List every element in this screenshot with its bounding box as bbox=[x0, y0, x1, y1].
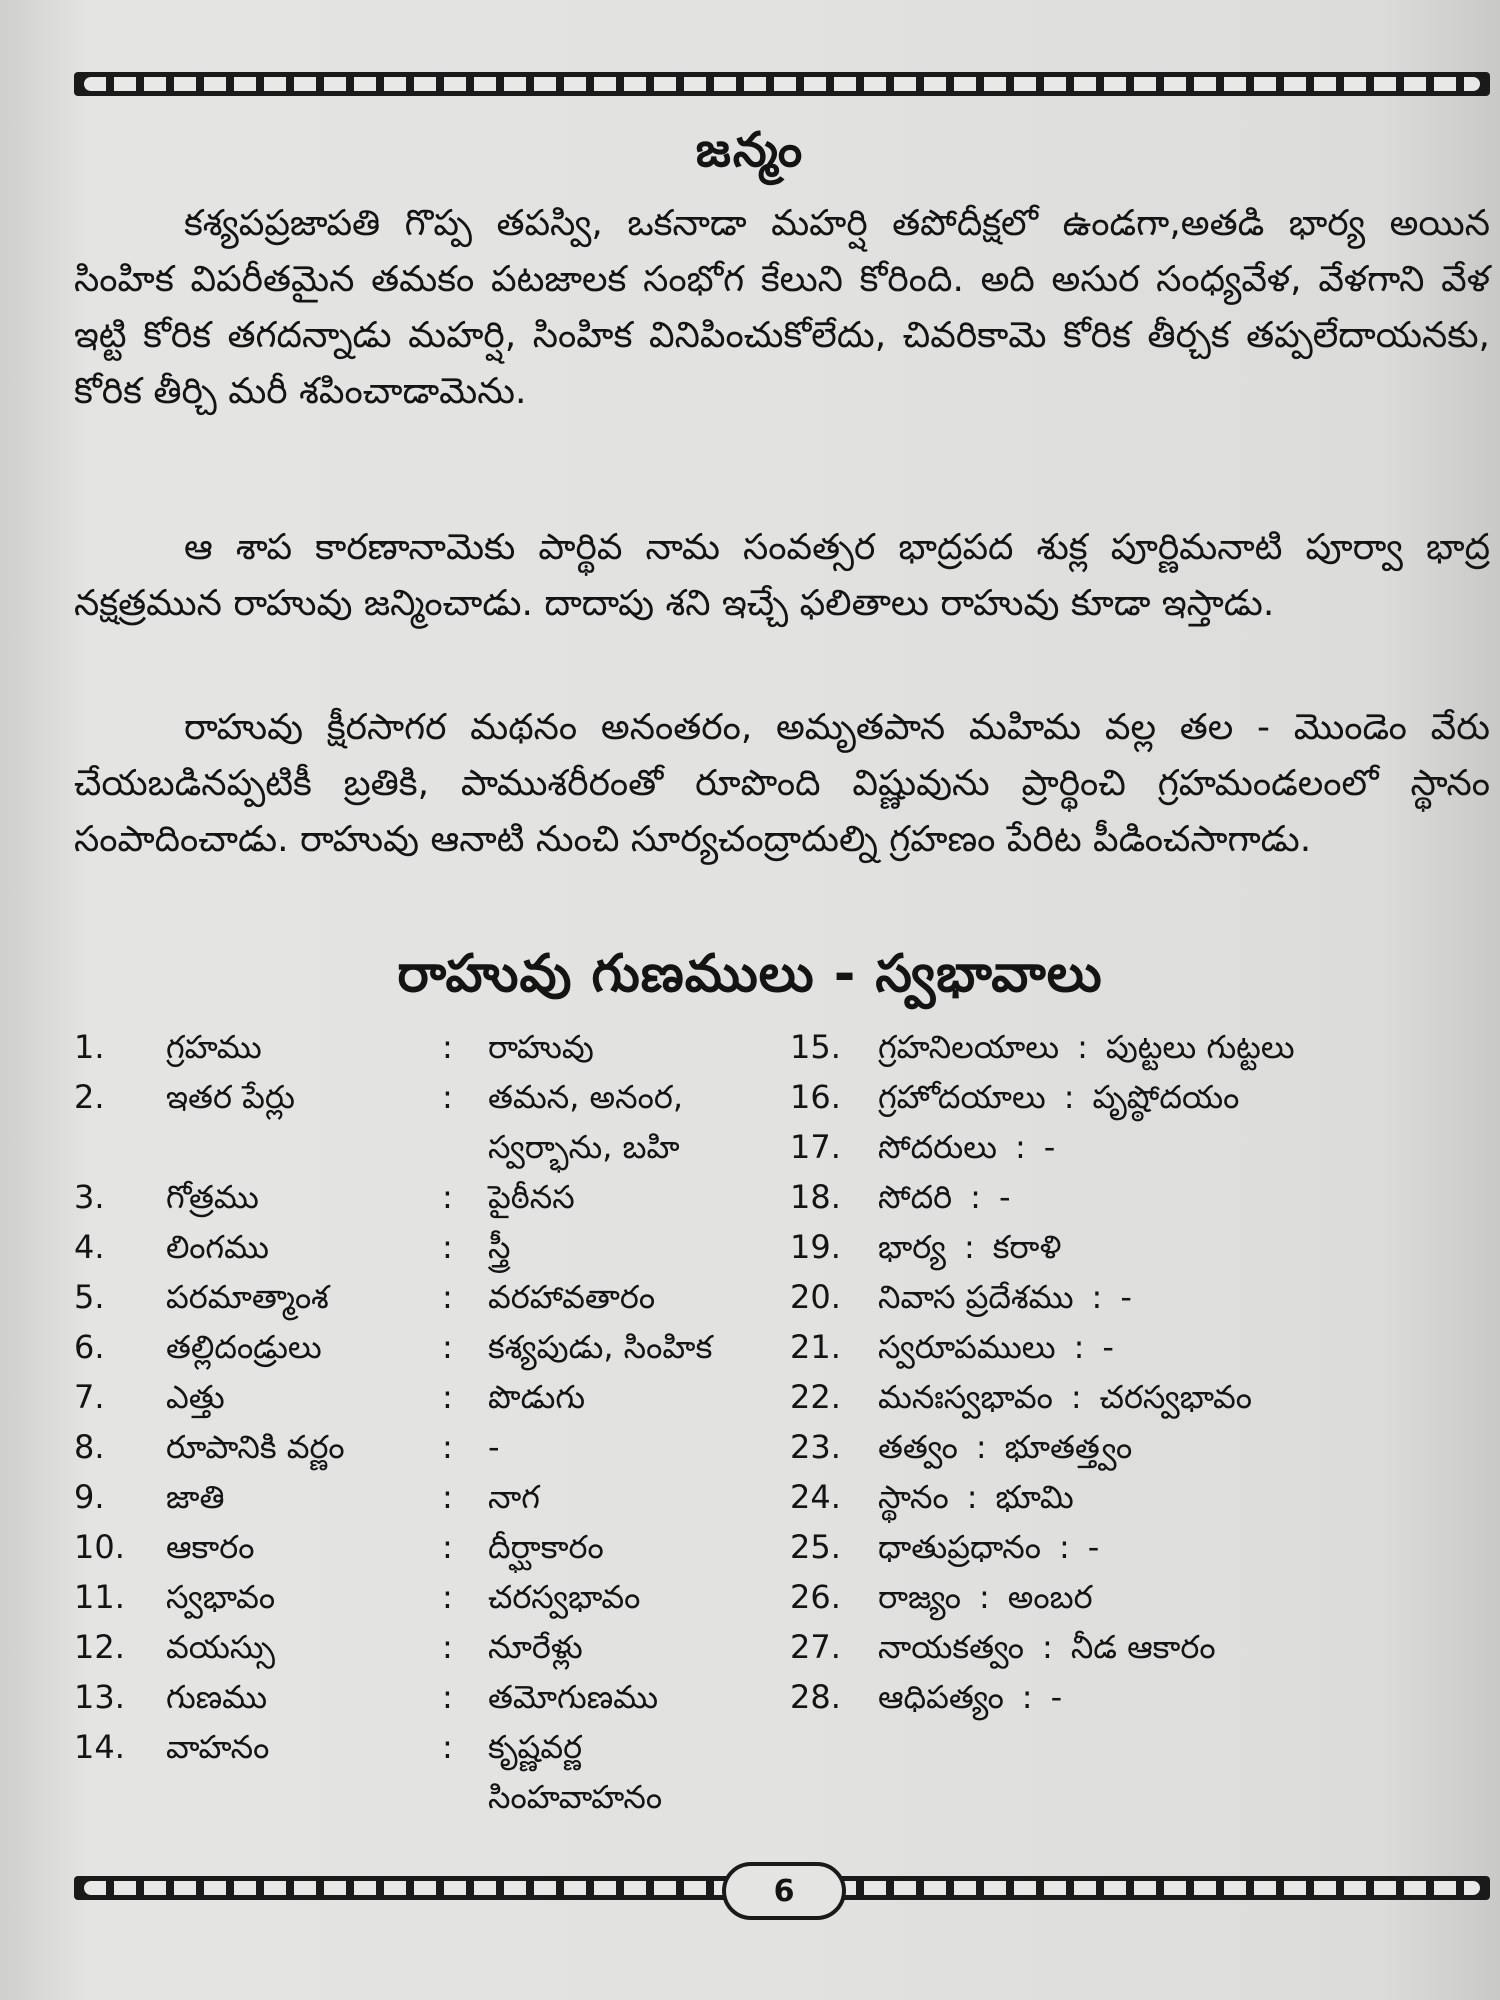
item-value: తమన, అనంర, స్వర్భాను, బహి bbox=[488, 1078, 683, 1166]
item-separator: : bbox=[1042, 1628, 1053, 1666]
item-label: వాహనం bbox=[166, 1728, 270, 1766]
item-label: ఆకారం bbox=[166, 1528, 255, 1566]
item-number: 10. bbox=[74, 1528, 125, 1566]
item-value: పృష్ఠోదయం bbox=[1092, 1078, 1240, 1116]
list-item bbox=[790, 1322, 1490, 1372]
list-item bbox=[74, 1022, 764, 1072]
item-number: 19. bbox=[790, 1228, 841, 1266]
item-number: 27. bbox=[790, 1628, 841, 1666]
item-separator: : bbox=[1077, 1028, 1088, 1066]
item-number: 16. bbox=[790, 1078, 841, 1116]
item-value: వరహావతారం bbox=[488, 1278, 656, 1316]
item-separator: : bbox=[442, 1078, 453, 1116]
item-value: కరాళి bbox=[992, 1228, 1062, 1266]
item-number: 21. bbox=[790, 1328, 841, 1366]
item-number: 14. bbox=[74, 1728, 125, 1766]
item-label: ఎత్తు bbox=[166, 1378, 225, 1416]
item-number: 23. bbox=[790, 1428, 841, 1466]
paragraph-3 bbox=[74, 700, 1490, 868]
item-separator: : bbox=[442, 1378, 453, 1416]
item-label: స్థానం bbox=[878, 1478, 949, 1516]
item-label: వయస్సు bbox=[166, 1628, 276, 1666]
item-number: 7. bbox=[74, 1378, 105, 1416]
item-label: మనఃస్వభావం bbox=[878, 1378, 1053, 1416]
list-item bbox=[790, 1672, 1490, 1722]
item-label: నాయకత్వం bbox=[878, 1628, 1025, 1666]
item-value: - bbox=[1102, 1328, 1114, 1366]
item-number: 13. bbox=[74, 1678, 125, 1716]
item-value: భూతత్త్వం bbox=[1004, 1428, 1133, 1466]
item-separator: : bbox=[963, 1228, 975, 1266]
item-number: 2. bbox=[74, 1078, 105, 1116]
item-number: 9. bbox=[74, 1478, 105, 1516]
list-item bbox=[790, 1622, 1490, 1672]
paragraph-1-text: కశ్యపప్రజాపతి గొప్ప తపస్వి, ఒకనాడా మహర్షి తపోదీక్షలో ఉండగా,అతడి భార్య అయిన సింహిక విపరీతమైన తమకం పటజాలక సంభోగ కేలుని కోరింది. అది అసుర సంధ్యవేళ, వేళగాని వేళ ఇట్టి కోరిక తగదన్నాడు మహర్షి, సింహిక వినిపించుకోలేదు, చివరికామె కోరిక తీర్చక తప్పలేదాయనకు, కోరిక తీర్చి మరీ శపించాడామెను. bbox=[74, 203, 1490, 412]
item-separator: : bbox=[442, 1428, 453, 1466]
item-value: కశ్యపుడు, సింహిక bbox=[488, 1328, 713, 1366]
item-label: గ్రహనిలయాలు bbox=[878, 1028, 1060, 1066]
item-value: కృష్ణవర్ణ సింహవాహనం bbox=[488, 1728, 663, 1816]
item-number: 26. bbox=[790, 1578, 841, 1616]
item-separator: : bbox=[442, 1328, 453, 1366]
list-item bbox=[74, 1072, 764, 1172]
item-separator: : bbox=[1073, 1328, 1085, 1366]
list-item bbox=[790, 1072, 1490, 1122]
item-value: - bbox=[998, 1178, 1011, 1216]
item-label: జాతి bbox=[166, 1478, 225, 1516]
item-value: తమోగుణము bbox=[488, 1678, 659, 1716]
list-item bbox=[74, 1222, 764, 1272]
list-item bbox=[74, 1622, 764, 1672]
item-value: నూరేళ్లు bbox=[488, 1628, 583, 1666]
item-label: భార్య bbox=[878, 1228, 946, 1266]
paragraph-2 bbox=[74, 520, 1490, 632]
list-item bbox=[790, 1222, 1490, 1272]
item-separator: : bbox=[966, 1478, 978, 1516]
item-value: - bbox=[1120, 1278, 1132, 1316]
item-value: చరస్వభావం bbox=[1099, 1378, 1252, 1416]
item-value: - bbox=[1043, 1128, 1056, 1166]
list-item bbox=[790, 1522, 1490, 1572]
list-item bbox=[790, 1122, 1490, 1172]
item-number: 11. bbox=[74, 1578, 125, 1616]
item-label: గ్రహము bbox=[166, 1028, 262, 1066]
item-number: 17. bbox=[790, 1128, 841, 1166]
item-separator: : bbox=[442, 1578, 453, 1616]
item-separator: : bbox=[442, 1628, 453, 1666]
item-separator: : bbox=[970, 1178, 981, 1216]
item-label: గుణము bbox=[166, 1678, 268, 1716]
item-number: 22. bbox=[790, 1378, 841, 1416]
item-number: 24. bbox=[790, 1478, 841, 1516]
item-number: 25. bbox=[790, 1528, 841, 1566]
item-label: పరమాత్మాంశ bbox=[166, 1278, 329, 1316]
item-value: పొడుగు bbox=[488, 1378, 586, 1416]
item-value: చరస్వభావం bbox=[488, 1578, 641, 1616]
item-value: భూమి bbox=[995, 1478, 1074, 1516]
item-label: స్వభావం bbox=[166, 1578, 276, 1616]
item-separator: : bbox=[1058, 1528, 1070, 1566]
list-item bbox=[74, 1372, 764, 1422]
list-item bbox=[790, 1272, 1490, 1322]
item-label: ధాతుప్రధానం bbox=[878, 1528, 1041, 1566]
item-value: రాహువు bbox=[488, 1028, 594, 1066]
paragraph-1 bbox=[74, 196, 1490, 420]
item-separator: : bbox=[1021, 1678, 1033, 1716]
item-separator: : bbox=[1063, 1078, 1075, 1116]
item-number: 12. bbox=[74, 1628, 125, 1666]
item-value: పుట్టలు గుట్టలు bbox=[1105, 1028, 1295, 1066]
list-item bbox=[74, 1172, 764, 1222]
list-item bbox=[790, 1372, 1490, 1422]
item-number: 18. bbox=[790, 1178, 841, 1216]
top-ornamental-border bbox=[74, 72, 1490, 96]
item-value: నాగ bbox=[488, 1478, 540, 1516]
item-separator: : bbox=[1070, 1378, 1082, 1416]
item-number: 1. bbox=[74, 1028, 105, 1066]
list-item bbox=[790, 1572, 1490, 1622]
item-value: - bbox=[1050, 1678, 1063, 1716]
list-item bbox=[790, 1022, 1490, 1072]
item-number: 8. bbox=[74, 1428, 105, 1466]
list-item bbox=[74, 1422, 764, 1472]
list-item bbox=[74, 1272, 764, 1322]
qualities-list-right bbox=[790, 1022, 1490, 1722]
paragraph-2-text: ఆ శాప కారణానామెకు పార్థివ నామ సంవత్సర భాద్రపద శుక్ల పూర్ణిమనాటి పూర్వా భాద్ర నక్షత్రమున రాహువు జన్మించాడు. దాదాపు శని ఇచ్చే ఫలితాలు రాహువు కూడా ఇస్తాడు. bbox=[74, 527, 1490, 624]
item-separator: : bbox=[442, 1278, 453, 1316]
item-separator: : bbox=[442, 1178, 453, 1216]
item-number: 6. bbox=[74, 1328, 105, 1366]
list-item bbox=[74, 1322, 764, 1372]
list-item bbox=[74, 1522, 764, 1572]
item-separator: : bbox=[442, 1528, 453, 1566]
item-value: పైఠీనస bbox=[488, 1178, 575, 1216]
item-label: సోదరులు bbox=[878, 1128, 997, 1166]
item-separator: : bbox=[1091, 1278, 1103, 1316]
item-value: స్త్రీ bbox=[488, 1228, 511, 1266]
section-heading-qualities: రాహువు గుణములు - స్వభావాలు bbox=[397, 944, 1103, 1004]
item-number: 20. bbox=[790, 1278, 841, 1316]
list-item bbox=[74, 1472, 764, 1522]
item-separator: : bbox=[442, 1728, 453, 1766]
page-number: 6 bbox=[722, 1862, 846, 1920]
item-separator: : bbox=[1014, 1128, 1026, 1166]
item-value: - bbox=[1087, 1528, 1100, 1566]
item-value: అంబర bbox=[1007, 1578, 1093, 1616]
list-item bbox=[74, 1672, 764, 1722]
item-label: రాజ్యం bbox=[878, 1578, 962, 1616]
item-number: 5. bbox=[74, 1278, 105, 1316]
list-item bbox=[74, 1572, 764, 1622]
paragraph-3-text: రాహువు క్షీరసాగర మథనం అనంతరం, అమృతపాన మహిమ వల్ల తల - మొండెం వేరు చేయబడినప్పటికీ బ్రతికి, పాముశరీరంతో రూపొంది విష్ణువును ప్రార్థించి గ్రహమండలంలో స్థానం సంపాదించాడు. రాహువు ఆనాటి నుంచి సూర్యచంద్రాదుల్ని గ్రహణం పేరిట పీడించసాగాడు. bbox=[74, 707, 1490, 860]
item-separator: : bbox=[442, 1228, 453, 1266]
list-item bbox=[790, 1172, 1490, 1222]
item-number: 15. bbox=[790, 1028, 841, 1066]
item-label: స్వరూపములు bbox=[878, 1328, 1056, 1366]
section-heading-birth: జన్మం bbox=[695, 122, 805, 178]
item-label: ఇతర పేర్లు bbox=[166, 1078, 295, 1116]
item-label: సోదరి bbox=[878, 1178, 953, 1216]
list-item bbox=[74, 1722, 764, 1822]
list-item bbox=[790, 1422, 1490, 1472]
item-label: నివాస ప్రదేశము bbox=[878, 1278, 1074, 1316]
item-separator: : bbox=[975, 1428, 987, 1466]
item-label: లింగము bbox=[166, 1228, 270, 1266]
item-separator: : bbox=[442, 1678, 453, 1716]
item-label: తత్వం bbox=[878, 1428, 958, 1466]
item-value: దీర్ఘాకారం bbox=[488, 1528, 604, 1566]
item-label: తల్లిదండ్రులు bbox=[166, 1328, 322, 1366]
item-label: ఆధిపత్యం bbox=[878, 1678, 1004, 1716]
item-number: 4. bbox=[74, 1228, 105, 1266]
item-number: 3. bbox=[74, 1178, 105, 1216]
qualities-list-left bbox=[74, 1022, 764, 1822]
item-number: 28. bbox=[790, 1678, 841, 1716]
list-item bbox=[790, 1472, 1490, 1522]
item-separator: : bbox=[442, 1478, 453, 1516]
item-label: గోత్రము bbox=[166, 1178, 259, 1216]
item-value: నీడ ఆకారం bbox=[1070, 1628, 1216, 1666]
item-label: రూపానికి వర్ణం bbox=[166, 1428, 345, 1466]
item-separator: : bbox=[979, 1578, 990, 1616]
item-label: గ్రహోదయాలు bbox=[878, 1078, 1046, 1116]
item-separator: : bbox=[442, 1028, 453, 1066]
item-value: - bbox=[488, 1428, 500, 1466]
